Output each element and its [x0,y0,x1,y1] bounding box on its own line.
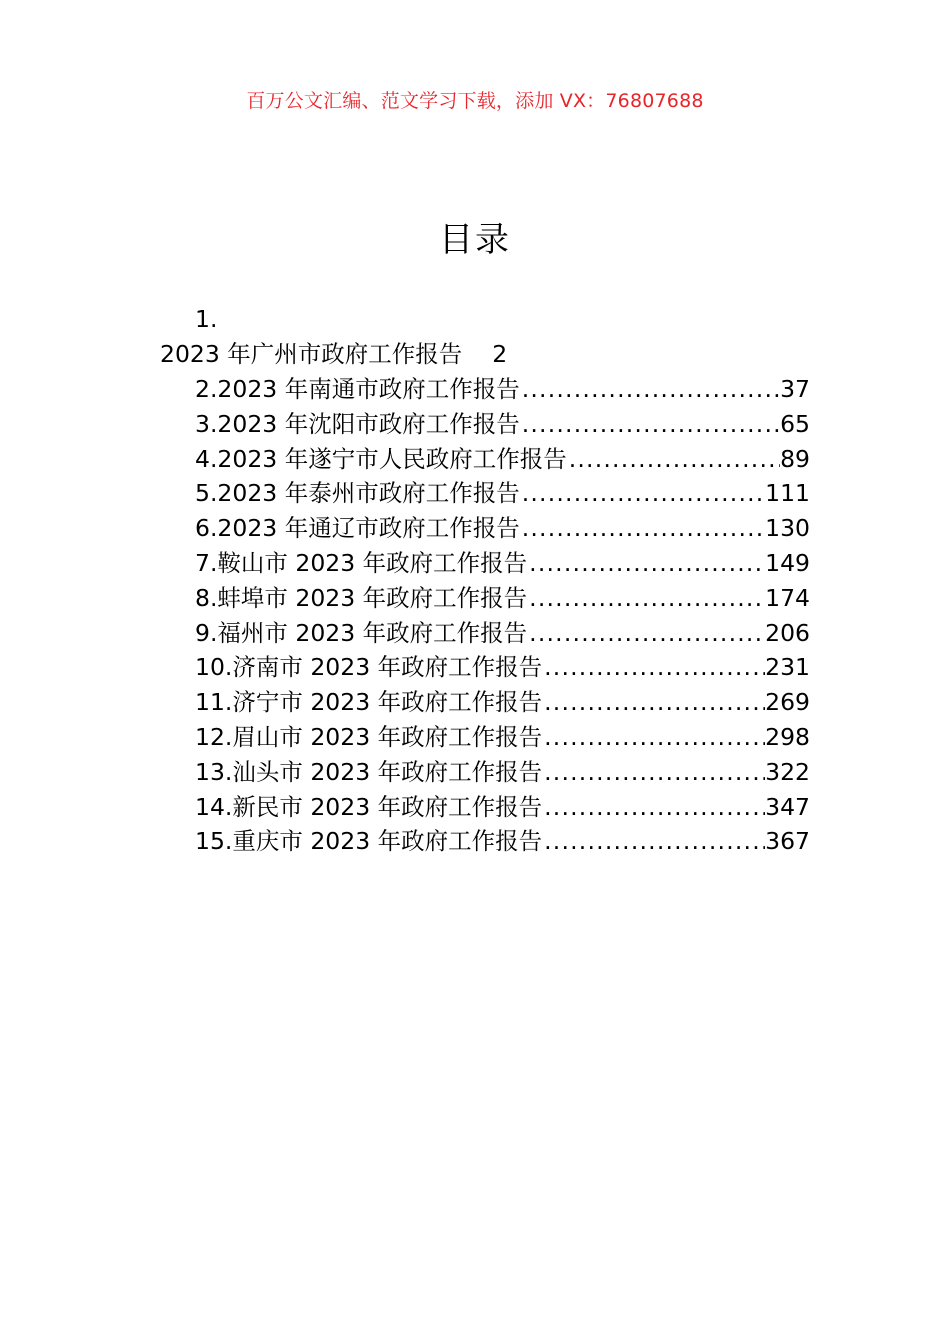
toc-entry[interactable] [195,685,810,720]
toc-dot-leader [527,546,765,581]
toc-entry[interactable] [195,511,810,546]
toc-entry-label: 3.2023 年沈阳市政府工作报告 [195,409,520,438]
toc-dot-leader [520,476,765,511]
toc-entry-page: 206 [765,618,810,647]
toc-entry[interactable] [195,824,810,859]
toc-entry-label: 8.蚌埠市 2023 年政府工作报告 [195,583,528,612]
toc-entry[interactable] [195,372,810,407]
toc-dot-leader [567,442,780,477]
toc-entry-page: 65 [780,409,810,438]
toc-entry[interactable] [195,546,810,581]
toc-entry-page: 298 [765,722,810,751]
toc-dot-leader [520,511,765,546]
toc-entry-page: 111 [765,479,810,508]
toc-dot-leader [542,685,765,720]
toc-entry[interactable] [195,407,810,442]
toc-dot-leader [527,581,765,616]
toc-entry-page: 269 [765,688,810,717]
toc-entry-page: 322 [765,757,810,786]
toc-entry[interactable] [195,790,810,825]
toc-entry-label: 4.2023 年遂宁市人民政府工作报告 [195,444,567,473]
toc-entry[interactable] [195,650,810,685]
toc-entry-label: 6.2023 年通辽市政府工作报告 [195,514,520,543]
toc-entry[interactable] [195,720,810,755]
toc-dot-leader [542,720,765,755]
toc-entry-label: 9.福州市 2023 年政府工作报告 [195,618,528,647]
toc-entry-page: 347 [765,792,810,821]
toc-entry-label: 2.2023 年南通市政府工作报告 [195,375,520,403]
toc-entry-number: 1. [195,305,218,333]
toc-entry[interactable] [195,476,810,511]
toc-entry-label: 14.新民市 2023 年政府工作报告 [195,792,543,821]
toc-entry[interactable] [195,755,810,790]
toc-entry-label: 13.汕头市 2023 年政府工作报告 [195,757,543,786]
toc-entry[interactable] [160,302,810,372]
toc-entry-label: 5.2023 年泰州市政府工作报告 [195,479,520,508]
toc-dot-leader [520,372,780,407]
toc-entry-page: 231 [765,653,810,682]
toc-dot-leader [542,790,765,825]
toc-dot-leader [520,407,780,442]
toc-entry-page: 2 [492,340,508,368]
toc-entry-page: 174 [765,583,810,612]
toc-entry-label: 12.眉山市 2023 年政府工作报告 [195,722,543,751]
toc-entry-page: 37 [780,375,810,403]
toc-entry[interactable] [195,442,810,477]
toc-list [160,372,810,859]
toc-entry[interactable] [195,581,810,616]
header-watermark-note: 百万公文汇编、范文学习下载，添加 VX：76807688 [246,90,704,112]
toc-entry-page: 149 [765,548,810,577]
page-title: 目录 [439,220,511,260]
toc-dot-leader [527,616,765,651]
toc-entry-page: 367 [765,827,810,856]
toc-entry-label: 11.济宁市 2023 年政府工作报告 [195,688,543,717]
toc-dot-leader [542,755,765,790]
toc-entry-label: 2023 年广州市政府工作报告 [160,340,463,368]
toc-entry-page: 130 [765,514,810,543]
table-of-contents [160,302,810,859]
toc-entry-label: 7.鞍山市 2023 年政府工作报告 [195,548,528,577]
toc-dot-leader [542,824,765,859]
toc-entry-label: 10.济南市 2023 年政府工作报告 [195,653,543,682]
toc-entry-label: 15.重庆市 2023 年政府工作报告 [195,827,543,856]
toc-entry-page: 89 [780,444,810,473]
toc-dot-leader [542,650,765,685]
toc-entry[interactable] [195,616,810,651]
